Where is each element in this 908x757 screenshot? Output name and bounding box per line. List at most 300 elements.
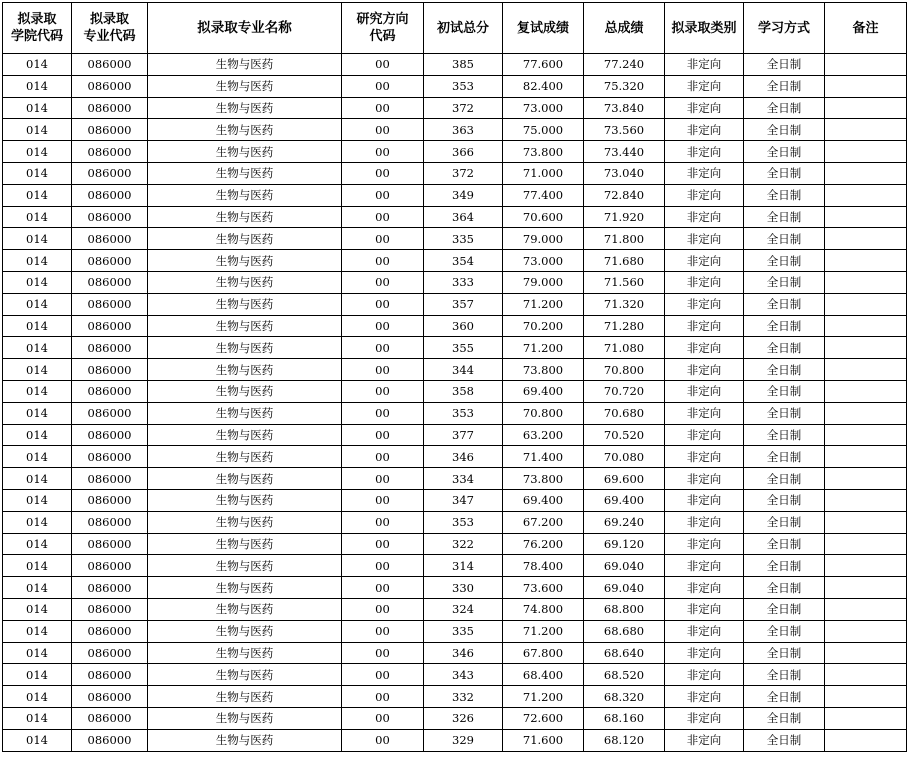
prelim-score-cell: 358 <box>424 380 503 402</box>
retest-score-cell: 71.200 <box>503 620 584 642</box>
remarks-cell <box>825 664 907 686</box>
total-score-cell: 69.120 <box>584 533 665 555</box>
prelim-score-cell: 314 <box>424 555 503 577</box>
admission-type-cell: 非定向 <box>665 162 744 184</box>
remarks-cell <box>825 54 907 76</box>
admission-type-cell: 非定向 <box>665 402 744 424</box>
table-row <box>3 686 907 708</box>
study-mode-cell: 全日制 <box>744 293 825 315</box>
header-remarks <box>825 3 907 54</box>
major-code-cell: 086000 <box>72 54 148 76</box>
table-row <box>3 707 907 729</box>
major-name-cell: 生物与医药 <box>148 315 342 337</box>
study-mode-cell: 全日制 <box>744 271 825 293</box>
total-score-cell: 72.840 <box>584 184 665 206</box>
prelim-score-cell: 346 <box>424 642 503 664</box>
direction-code-cell: 00 <box>342 620 424 642</box>
admission-type-cell: 非定向 <box>665 293 744 315</box>
prelim-score-cell: 346 <box>424 446 503 468</box>
prelim-score-cell: 353 <box>424 511 503 533</box>
study-mode-cell: 全日制 <box>744 315 825 337</box>
direction-code-cell: 00 <box>342 446 424 468</box>
header-retest-score <box>503 3 584 54</box>
college-code-cell: 014 <box>3 359 72 381</box>
direction-code-cell: 00 <box>342 228 424 250</box>
admission-table <box>2 2 907 752</box>
table-row <box>3 402 907 424</box>
retest-score-cell: 77.600 <box>503 54 584 76</box>
table-row <box>3 424 907 446</box>
major-name-cell: 生物与医药 <box>148 686 342 708</box>
college-code-cell: 014 <box>3 511 72 533</box>
remarks-cell <box>825 511 907 533</box>
remarks-cell <box>825 162 907 184</box>
direction-code-cell: 00 <box>342 511 424 533</box>
college-code-cell: 014 <box>3 664 72 686</box>
college-code-cell: 014 <box>3 489 72 511</box>
remarks-cell <box>825 206 907 228</box>
major-code-cell: 086000 <box>72 206 148 228</box>
retest-score-cell: 75.000 <box>503 119 584 141</box>
major-name-cell: 生物与医药 <box>148 533 342 555</box>
retest-score-cell: 71.200 <box>503 337 584 359</box>
direction-code-cell: 00 <box>342 54 424 76</box>
header-row <box>3 3 907 54</box>
admission-type-cell: 非定向 <box>665 707 744 729</box>
table-row <box>3 446 907 468</box>
total-score-cell: 71.560 <box>584 271 665 293</box>
prelim-score-cell: 372 <box>424 162 503 184</box>
major-name-cell: 生物与医药 <box>148 598 342 620</box>
table-row <box>3 489 907 511</box>
major-code-cell: 086000 <box>72 620 148 642</box>
table-row <box>3 75 907 97</box>
study-mode-cell: 全日制 <box>744 555 825 577</box>
major-name-cell: 生物与医药 <box>148 402 342 424</box>
remarks-cell <box>825 337 907 359</box>
retest-score-cell: 78.400 <box>503 555 584 577</box>
study-mode-cell: 全日制 <box>744 620 825 642</box>
total-score-cell: 71.800 <box>584 228 665 250</box>
study-mode-cell: 全日制 <box>744 664 825 686</box>
retest-score-cell: 69.400 <box>503 380 584 402</box>
major-name-cell: 生物与医药 <box>148 337 342 359</box>
direction-code-cell: 00 <box>342 664 424 686</box>
college-code-cell: 014 <box>3 315 72 337</box>
major-code-cell: 086000 <box>72 75 148 97</box>
direction-code-cell: 00 <box>342 598 424 620</box>
table-row <box>3 598 907 620</box>
prelim-score-cell: 385 <box>424 54 503 76</box>
major-name-cell: 生物与医药 <box>148 119 342 141</box>
remarks-cell <box>825 359 907 381</box>
admission-type-cell: 非定向 <box>665 424 744 446</box>
remarks-cell <box>825 424 907 446</box>
total-score-cell: 70.800 <box>584 359 665 381</box>
remarks-cell <box>825 293 907 315</box>
study-mode-cell: 全日制 <box>744 577 825 599</box>
total-score-cell: 69.400 <box>584 489 665 511</box>
direction-code-cell: 00 <box>342 642 424 664</box>
prelim-score-cell: 334 <box>424 468 503 490</box>
college-code-cell: 014 <box>3 686 72 708</box>
total-score-cell: 73.040 <box>584 162 665 184</box>
major-code-cell: 086000 <box>72 97 148 119</box>
header-line: 学院代码 <box>10 29 63 44</box>
college-code-cell: 014 <box>3 271 72 293</box>
direction-code-cell: 00 <box>342 293 424 315</box>
retest-score-cell: 79.000 <box>503 271 584 293</box>
remarks-cell <box>825 598 907 620</box>
prelim-score-cell: 344 <box>424 359 503 381</box>
retest-score-cell: 71.000 <box>503 162 584 184</box>
major-name-cell: 生物与医药 <box>148 184 342 206</box>
major-code-cell: 086000 <box>72 577 148 599</box>
major-code-cell: 086000 <box>72 359 148 381</box>
remarks-cell <box>825 620 907 642</box>
study-mode-cell: 全日制 <box>744 446 825 468</box>
total-score-cell: 70.520 <box>584 424 665 446</box>
retest-score-cell: 72.600 <box>503 707 584 729</box>
total-score-cell: 71.320 <box>584 293 665 315</box>
major-name-cell: 生物与医药 <box>148 664 342 686</box>
college-code-cell: 014 <box>3 184 72 206</box>
retest-score-cell: 71.200 <box>503 293 584 315</box>
remarks-cell <box>825 686 907 708</box>
prelim-score-cell: 357 <box>424 293 503 315</box>
major-code-cell: 086000 <box>72 707 148 729</box>
major-name-cell: 生物与医药 <box>148 162 342 184</box>
direction-code-cell: 00 <box>342 577 424 599</box>
table-row <box>3 250 907 272</box>
retest-score-cell: 79.000 <box>503 228 584 250</box>
study-mode-cell: 全日制 <box>744 250 825 272</box>
table-row <box>3 119 907 141</box>
retest-score-cell: 67.800 <box>503 642 584 664</box>
study-mode-cell: 全日制 <box>744 184 825 206</box>
header-admission-type <box>665 3 744 54</box>
prelim-score-cell: 353 <box>424 75 503 97</box>
remarks-cell <box>825 141 907 163</box>
prelim-score-cell: 360 <box>424 315 503 337</box>
total-score-cell: 68.120 <box>584 729 665 751</box>
major-name-cell: 生物与医药 <box>148 424 342 446</box>
college-code-cell: 014 <box>3 642 72 664</box>
major-name-cell: 生物与医药 <box>148 206 342 228</box>
major-code-cell: 086000 <box>72 664 148 686</box>
total-score-cell: 77.240 <box>584 54 665 76</box>
direction-code-cell: 00 <box>342 315 424 337</box>
table-row <box>3 664 907 686</box>
prelim-score-cell: 347 <box>424 489 503 511</box>
admission-type-cell: 非定向 <box>665 533 744 555</box>
table-row <box>3 729 907 751</box>
direction-code-cell: 00 <box>342 686 424 708</box>
major-name-cell: 生物与医药 <box>148 555 342 577</box>
admission-type-cell: 非定向 <box>665 511 744 533</box>
direction-code-cell: 00 <box>342 489 424 511</box>
major-name-cell: 生物与医药 <box>148 511 342 533</box>
admission-type-cell: 非定向 <box>665 664 744 686</box>
major-code-cell: 086000 <box>72 250 148 272</box>
major-code-cell: 086000 <box>72 555 148 577</box>
college-code-cell: 014 <box>3 577 72 599</box>
direction-code-cell: 00 <box>342 141 424 163</box>
major-code-cell: 086000 <box>72 489 148 511</box>
direction-code-cell: 00 <box>342 337 424 359</box>
major-code-cell: 086000 <box>72 424 148 446</box>
table-row <box>3 555 907 577</box>
header-prelim-score <box>424 3 503 54</box>
direction-code-cell: 00 <box>342 206 424 228</box>
major-code-cell: 086000 <box>72 380 148 402</box>
remarks-cell <box>825 250 907 272</box>
study-mode-cell: 全日制 <box>744 424 825 446</box>
prelim-score-cell: 354 <box>424 250 503 272</box>
remarks-cell <box>825 119 907 141</box>
table-row <box>3 337 907 359</box>
college-code-cell: 014 <box>3 424 72 446</box>
college-code-cell: 014 <box>3 729 72 751</box>
study-mode-cell: 全日制 <box>744 359 825 381</box>
retest-score-cell: 74.800 <box>503 598 584 620</box>
total-score-cell: 68.160 <box>584 707 665 729</box>
total-score-cell: 68.320 <box>584 686 665 708</box>
total-score-cell: 71.680 <box>584 250 665 272</box>
retest-score-cell: 70.800 <box>503 402 584 424</box>
total-score-cell: 70.680 <box>584 402 665 424</box>
direction-code-cell: 00 <box>342 533 424 555</box>
major-code-cell: 086000 <box>72 184 148 206</box>
total-score-cell: 73.560 <box>584 119 665 141</box>
admission-type-cell: 非定向 <box>665 206 744 228</box>
major-code-cell: 086000 <box>72 446 148 468</box>
direction-code-cell: 00 <box>342 380 424 402</box>
study-mode-cell: 全日制 <box>744 707 825 729</box>
major-name-cell: 生物与医药 <box>148 489 342 511</box>
table-row <box>3 468 907 490</box>
study-mode-cell: 全日制 <box>744 141 825 163</box>
table-row <box>3 293 907 315</box>
header-line: 代码 <box>369 29 396 44</box>
college-code-cell: 014 <box>3 54 72 76</box>
direction-code-cell: 00 <box>342 250 424 272</box>
major-code-cell: 086000 <box>72 533 148 555</box>
header-line: 初试总分 <box>436 20 489 36</box>
prelim-score-cell: 322 <box>424 533 503 555</box>
major-name-cell: 生物与医药 <box>148 620 342 642</box>
major-name-cell: 生物与医药 <box>148 577 342 599</box>
college-code-cell: 014 <box>3 119 72 141</box>
prelim-score-cell: 377 <box>424 424 503 446</box>
header-total-score <box>584 3 665 54</box>
college-code-cell: 014 <box>3 337 72 359</box>
retest-score-cell: 73.600 <box>503 577 584 599</box>
table-row <box>3 228 907 250</box>
header-line: 拟录取 <box>17 12 57 27</box>
study-mode-cell: 全日制 <box>744 533 825 555</box>
header-line: 备注 <box>852 20 879 36</box>
study-mode-cell: 全日制 <box>744 489 825 511</box>
direction-code-cell: 00 <box>342 359 424 381</box>
remarks-cell <box>825 228 907 250</box>
direction-code-cell: 00 <box>342 271 424 293</box>
direction-code-cell: 00 <box>342 468 424 490</box>
major-name-cell: 生物与医药 <box>148 707 342 729</box>
table-row <box>3 206 907 228</box>
college-code-cell: 014 <box>3 707 72 729</box>
remarks-cell <box>825 271 907 293</box>
prelim-score-cell: 363 <box>424 119 503 141</box>
study-mode-cell: 全日制 <box>744 402 825 424</box>
college-code-cell: 014 <box>3 141 72 163</box>
prelim-score-cell: 330 <box>424 577 503 599</box>
major-code-cell: 086000 <box>72 228 148 250</box>
remarks-cell <box>825 468 907 490</box>
direction-code-cell: 00 <box>342 97 424 119</box>
study-mode-cell: 全日制 <box>744 162 825 184</box>
table-body <box>3 54 907 752</box>
major-code-cell: 086000 <box>72 598 148 620</box>
direction-code-cell: 00 <box>342 729 424 751</box>
admission-type-cell: 非定向 <box>665 250 744 272</box>
retest-score-cell: 73.000 <box>503 97 584 119</box>
total-score-cell: 69.040 <box>584 555 665 577</box>
retest-score-cell: 71.200 <box>503 686 584 708</box>
prelim-score-cell: 366 <box>424 141 503 163</box>
college-code-cell: 014 <box>3 555 72 577</box>
admission-type-cell: 非定向 <box>665 468 744 490</box>
admission-type-cell: 非定向 <box>665 228 744 250</box>
study-mode-cell: 全日制 <box>744 75 825 97</box>
admission-type-cell: 非定向 <box>665 337 744 359</box>
remarks-cell <box>825 446 907 468</box>
admission-type-cell: 非定向 <box>665 446 744 468</box>
total-score-cell: 70.080 <box>584 446 665 468</box>
major-name-cell: 生物与医药 <box>148 250 342 272</box>
admission-type-cell: 非定向 <box>665 380 744 402</box>
major-code-cell: 086000 <box>72 729 148 751</box>
direction-code-cell: 00 <box>342 162 424 184</box>
study-mode-cell: 全日制 <box>744 119 825 141</box>
college-code-cell: 014 <box>3 380 72 402</box>
admission-type-cell: 非定向 <box>665 598 744 620</box>
major-code-cell: 086000 <box>72 511 148 533</box>
table-row <box>3 380 907 402</box>
retest-score-cell: 70.200 <box>503 315 584 337</box>
retest-score-cell: 69.400 <box>503 489 584 511</box>
remarks-cell <box>825 533 907 555</box>
prelim-score-cell: 335 <box>424 228 503 250</box>
table-row <box>3 271 907 293</box>
admission-type-cell: 非定向 <box>665 555 744 577</box>
remarks-cell <box>825 577 907 599</box>
table-row <box>3 533 907 555</box>
major-code-cell: 086000 <box>72 642 148 664</box>
table-row <box>3 511 907 533</box>
total-score-cell: 73.440 <box>584 141 665 163</box>
study-mode-cell: 全日制 <box>744 598 825 620</box>
total-score-cell: 68.520 <box>584 664 665 686</box>
prelim-score-cell: 343 <box>424 664 503 686</box>
total-score-cell: 71.280 <box>584 315 665 337</box>
admission-type-cell: 非定向 <box>665 489 744 511</box>
prelim-score-cell: 372 <box>424 97 503 119</box>
table-row <box>3 620 907 642</box>
header-direction-code <box>342 3 424 54</box>
remarks-cell <box>825 729 907 751</box>
prelim-score-cell: 364 <box>424 206 503 228</box>
total-score-cell: 69.600 <box>584 468 665 490</box>
major-code-cell: 086000 <box>72 293 148 315</box>
total-score-cell: 68.680 <box>584 620 665 642</box>
retest-score-cell: 73.800 <box>503 141 584 163</box>
admission-type-cell: 非定向 <box>665 141 744 163</box>
major-name-cell: 生物与医药 <box>148 729 342 751</box>
prelim-score-cell: 355 <box>424 337 503 359</box>
retest-score-cell: 71.600 <box>503 729 584 751</box>
total-score-cell: 75.320 <box>584 75 665 97</box>
prelim-score-cell: 332 <box>424 686 503 708</box>
major-name-cell: 生物与医药 <box>148 642 342 664</box>
admission-type-cell: 非定向 <box>665 577 744 599</box>
college-code-cell: 014 <box>3 620 72 642</box>
admission-type-cell: 非定向 <box>665 184 744 206</box>
header-line: 拟录取 <box>89 12 129 27</box>
remarks-cell <box>825 380 907 402</box>
college-code-cell: 014 <box>3 75 72 97</box>
study-mode-cell: 全日制 <box>744 686 825 708</box>
prelim-score-cell: 329 <box>424 729 503 751</box>
remarks-cell <box>825 555 907 577</box>
remarks-cell <box>825 489 907 511</box>
prelim-score-cell: 326 <box>424 707 503 729</box>
total-score-cell: 73.840 <box>584 97 665 119</box>
admission-type-cell: 非定向 <box>665 315 744 337</box>
table-row <box>3 577 907 599</box>
major-name-cell: 生物与医药 <box>148 141 342 163</box>
remarks-cell <box>825 315 907 337</box>
table-row <box>3 54 907 76</box>
major-name-cell: 生物与医药 <box>148 228 342 250</box>
college-code-cell: 014 <box>3 206 72 228</box>
remarks-cell <box>825 642 907 664</box>
admission-type-cell: 非定向 <box>665 620 744 642</box>
direction-code-cell: 00 <box>342 424 424 446</box>
direction-code-cell: 00 <box>342 75 424 97</box>
table-row <box>3 97 907 119</box>
header-line: 拟录取类别 <box>671 20 737 36</box>
major-name-cell: 生物与医药 <box>148 97 342 119</box>
retest-score-cell: 71.400 <box>503 446 584 468</box>
major-code-cell: 086000 <box>72 402 148 424</box>
total-score-cell: 71.920 <box>584 206 665 228</box>
retest-score-cell: 73.000 <box>503 250 584 272</box>
table-row <box>3 141 907 163</box>
college-code-cell: 014 <box>3 533 72 555</box>
header-major-name <box>148 3 342 54</box>
major-code-cell: 086000 <box>72 119 148 141</box>
header-study-mode <box>744 3 825 54</box>
direction-code-cell: 00 <box>342 184 424 206</box>
header-line: 复试成绩 <box>516 20 569 36</box>
total-score-cell: 71.080 <box>584 337 665 359</box>
retest-score-cell: 73.800 <box>503 359 584 381</box>
total-score-cell: 69.240 <box>584 511 665 533</box>
major-code-cell: 086000 <box>72 686 148 708</box>
major-code-cell: 086000 <box>72 162 148 184</box>
college-code-cell: 014 <box>3 228 72 250</box>
